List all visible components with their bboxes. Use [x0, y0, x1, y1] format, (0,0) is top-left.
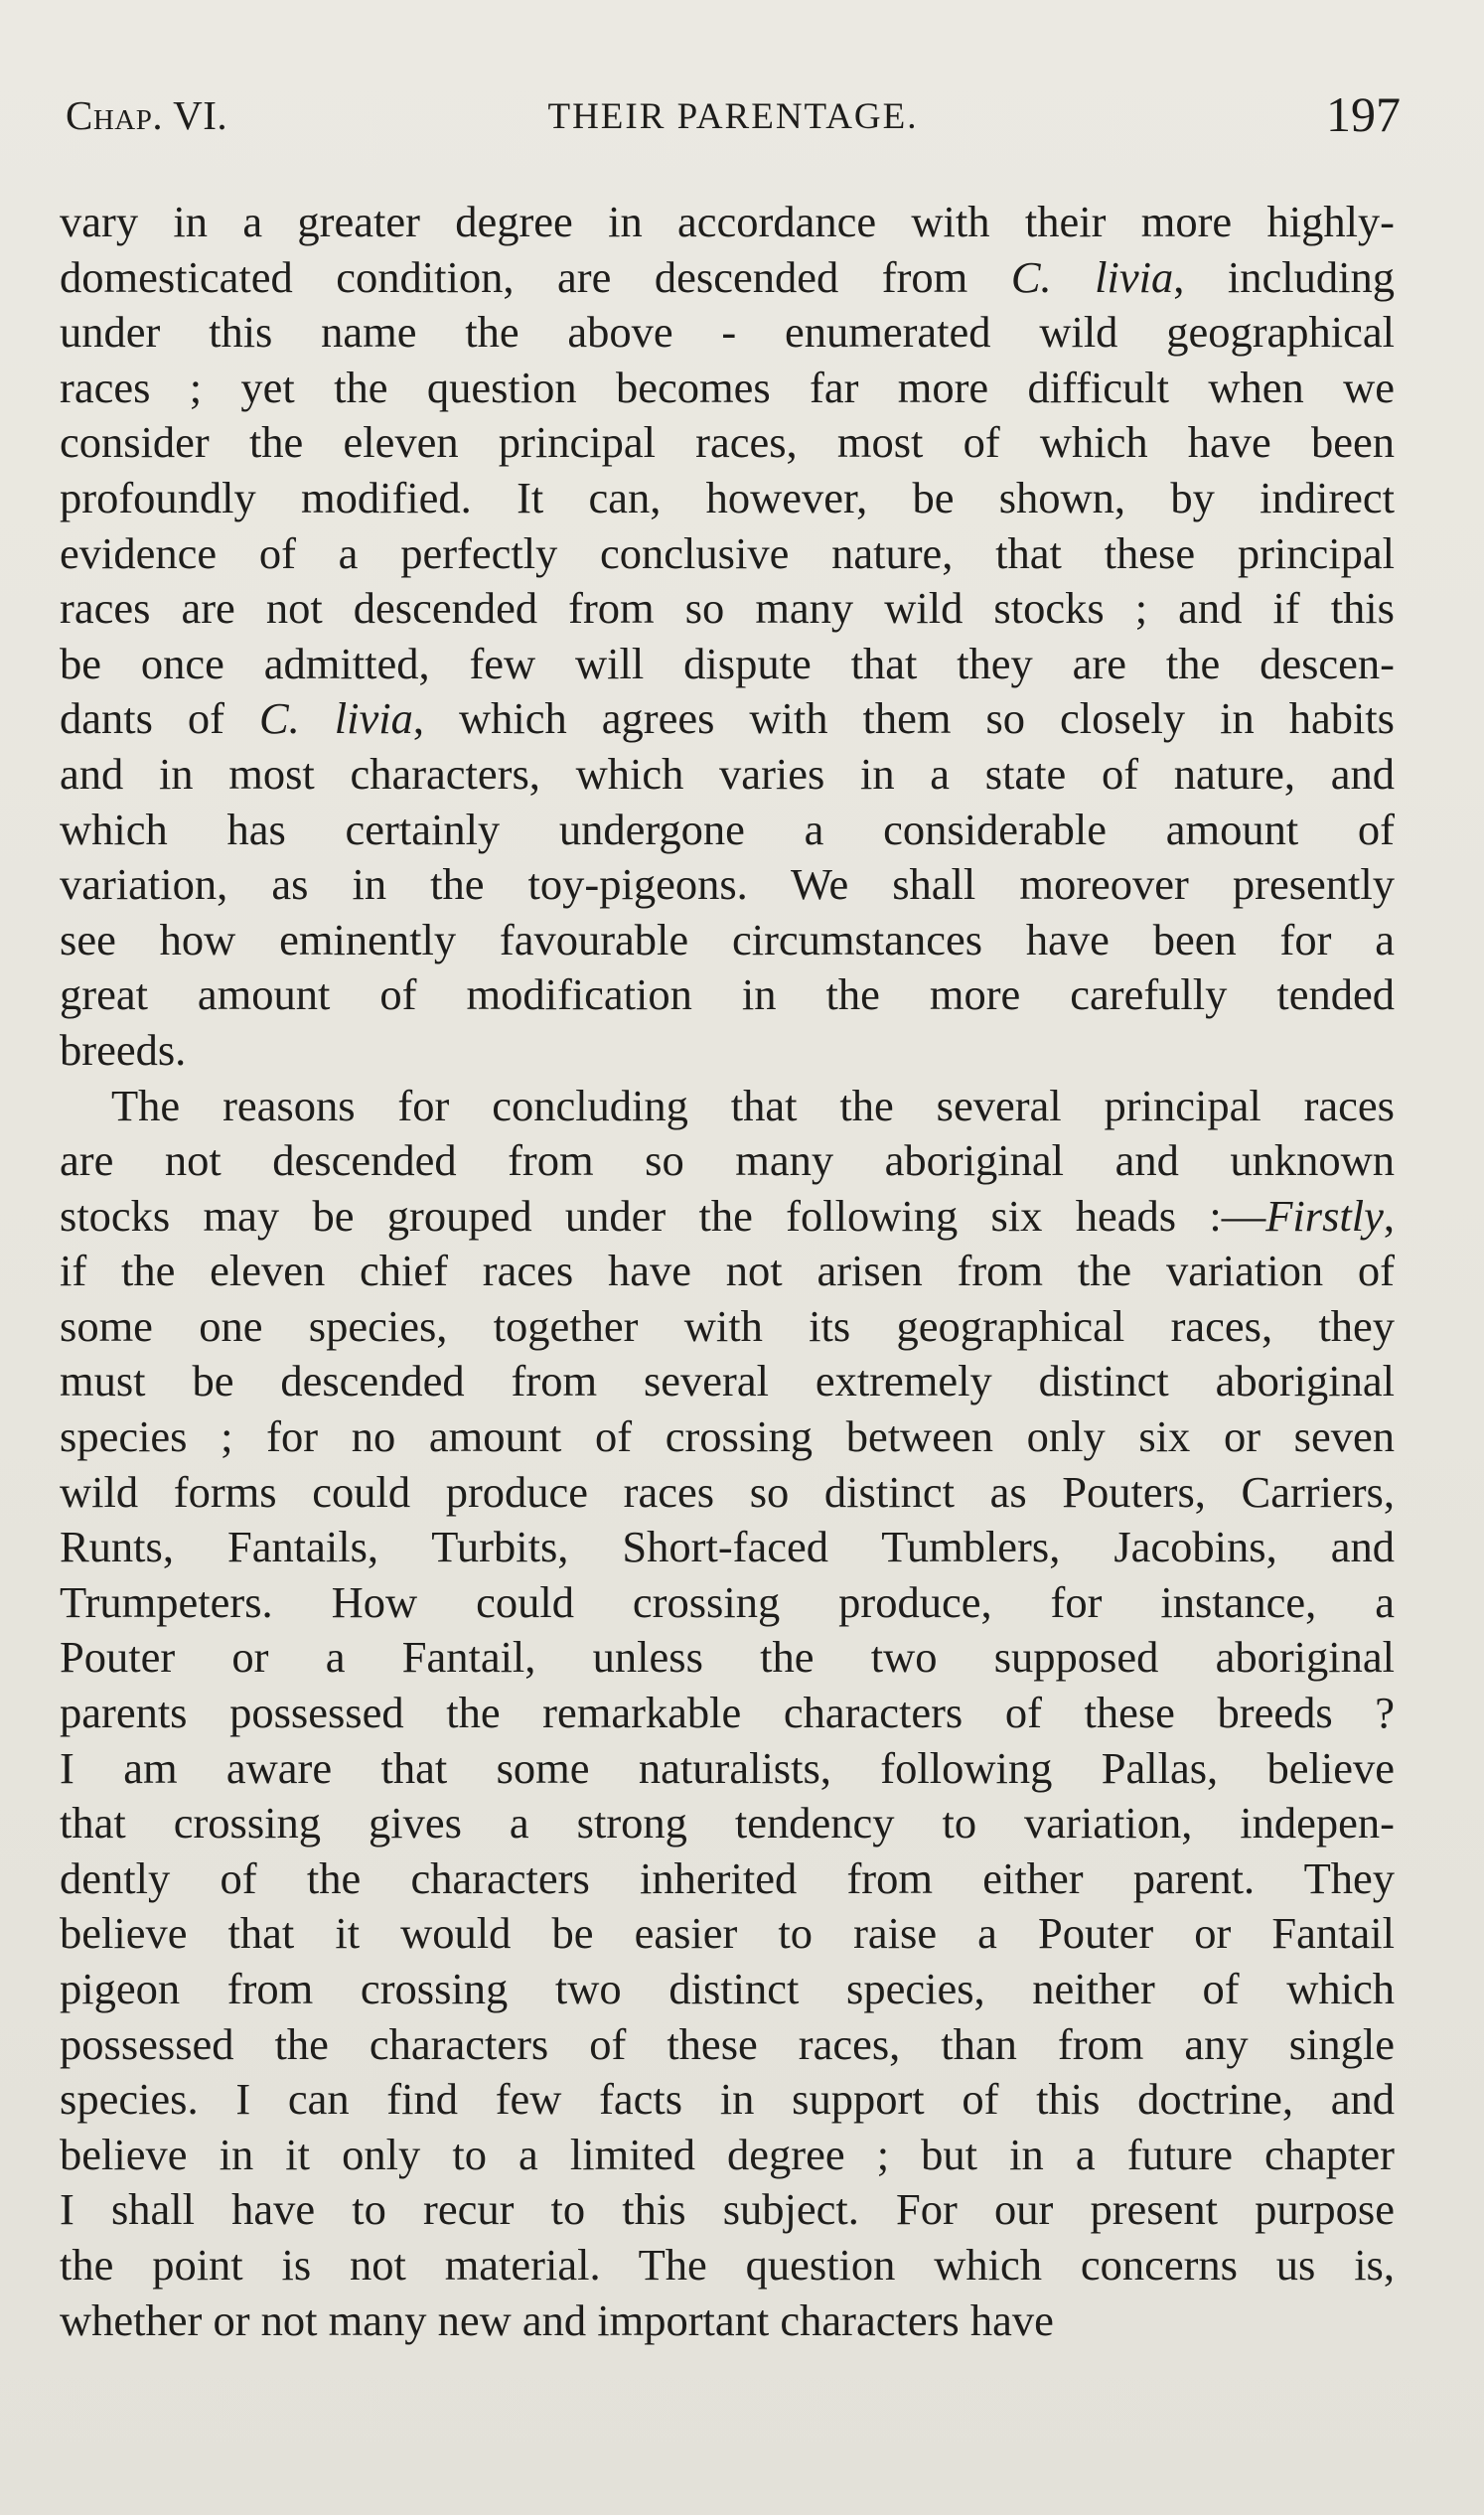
text-segment: stocks may be grouped under the following six heads :— — [60, 1190, 1266, 1241]
text-line: variation, as in the toy-pigeons. We shall moreover presently — [60, 859, 1395, 910]
text-segment: domesticated condition, are descended from — [60, 251, 1011, 302]
text-line: must be descended from several extremely distinct aboriginal — [60, 1356, 1395, 1406]
chapter-label: Chap. VI. — [66, 92, 228, 138]
text-line: I shall have to recur to this subject. For our present purpose — [60, 2184, 1395, 2235]
text-segment: , including — [1173, 251, 1396, 302]
text-segment: , — [1383, 1190, 1395, 1241]
paragraph — [60, 1079, 1395, 2349]
text-line: Trumpeters. How could crossing produce, for instance, a — [60, 1576, 1395, 1627]
text-line: consider the eleven principal races, most of which have been — [60, 417, 1395, 468]
text-line: profoundly modified. It can, however, be shown, by indirect — [60, 472, 1395, 522]
text-line — [60, 691, 1395, 747]
running-head — [66, 86, 1401, 161]
text-line: believe that it would be easier to raise a Pouter or Fantail — [60, 1908, 1395, 1959]
italic-text: C. livia — [259, 693, 413, 744]
italic-text: Firstly — [1265, 1190, 1384, 1241]
body-text — [60, 195, 1395, 2348]
text-line: breeds. — [60, 1024, 187, 1075]
text-line: pigeon from crossing two distinct species, neither of which — [60, 1964, 1395, 2013]
text-line: races ; yet the question becomes far more difficult when we — [60, 362, 1395, 412]
text-line: I am aware that some naturalists, following Pallas, believe — [60, 1742, 1395, 1793]
text-line: possessed the characters of these races, than from any single — [60, 2018, 1395, 2069]
text-line: that crossing gives a strong tendency to variation, indepen- — [60, 1798, 1395, 1849]
text-segment: , which agrees with them so closely in habits — [412, 693, 1395, 744]
text-line: whether or not many new and important characters have — [60, 2294, 1054, 2345]
text-line: dently of the characters inherited from either parent. They — [60, 1852, 1395, 1903]
text-line: The reasons for concluding that the several principal races — [111, 1080, 1395, 1130]
text-line — [60, 250, 1395, 306]
text-line: some one species, together with its geographical races, they — [60, 1300, 1395, 1351]
text-line: vary in a greater degree in accordance with their more highly- — [60, 197, 1395, 246]
text-line: are not descended from so many aboriginal and unknown — [60, 1135, 1395, 1186]
text-line: races are not descended from so many wild stocks ; and if this — [60, 583, 1395, 634]
running-title: THEIR PARENTAGE. — [547, 96, 919, 137]
text-segment: dants of — [60, 693, 259, 744]
text-line: great amount of modification in the more carefully tended — [60, 969, 1395, 1020]
text-line: evidence of a perfectly conclusive nature, that these principal — [60, 527, 1395, 578]
text-line: the point is not material. The question which concerns us is, — [60, 2239, 1395, 2290]
paragraph — [60, 195, 1395, 1079]
text-line: parents possessed the remarkable characters of these breeds ? — [60, 1688, 1395, 1738]
text-line: wild forms could produce races so distinct as Pouters, Carriers, — [60, 1466, 1395, 1517]
text-line: species ; for no amount of crossing between only six or seven — [60, 1411, 1395, 1462]
text-line: species. I can find few facts in support of this doctrine, and — [60, 2074, 1395, 2125]
italic-text: C. livia — [1010, 251, 1174, 302]
text-line: if the eleven chief races have not arisen from the variation of — [60, 1246, 1395, 1296]
text-line: see how eminently favourable circumstances have been for a — [60, 914, 1395, 964]
text-line: Runts, Fantails, Turbits, Short-faced Tumblers, Jacobins, and — [60, 1522, 1395, 1572]
text-line: and in most characters, which varies in a state of nature, and — [60, 748, 1395, 799]
text-line — [60, 1189, 1395, 1245]
text-line: Pouter or a Fantail, unless the two supposed aboriginal — [60, 1632, 1395, 1683]
text-line: which has certainly undergone a considerable amount of — [60, 804, 1395, 854]
text-line: under this name the above - enumerated wild geographical — [60, 307, 1395, 358]
page-number: 197 — [1326, 86, 1401, 142]
text-line: be once admitted, few will dispute that they are the descen- — [60, 638, 1395, 688]
text-line: believe in it only to a limited degree ; but in a future chapter — [60, 2129, 1395, 2179]
